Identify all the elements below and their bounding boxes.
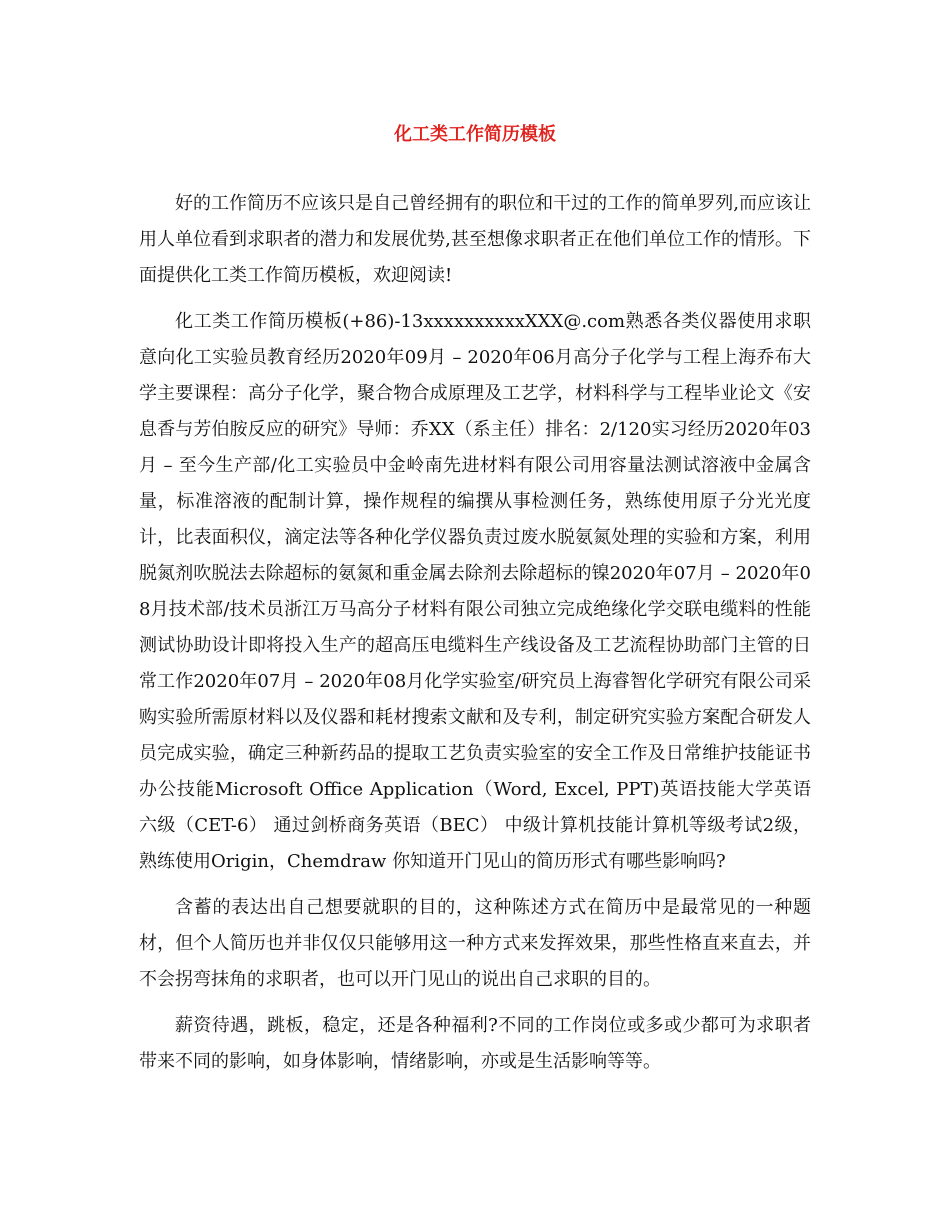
paragraph-intro: 好的工作简历不应该只是自己曾经拥有的职位和干过的工作的简单罗列,而应该让用人单位看到求职者的潜力和发展优势,甚至想像求职者正在他们单位工作的情形。下面提供化工类工作简历模板，欢迎阅读! (139, 193, 811, 286)
paragraph-implicit-expression: 含蓄的表达出自己想要就职的目的，这种陈述方式在简历中是最常见的一种题材，但个人简历也并非仅仅只能够用这一种方式来发挥效果，那些性格直来直去，并不会拐弯抹角的求职者，也可以开门见山的说出自己求职的目的。 (139, 897, 811, 990)
document-body (139, 186, 811, 1090)
paragraph-resume-template: 化工类工作简历模板(+86)-13xxxxxxxxxxXXX@.com熟悉各类仪器使用求职意向化工实验员教育经历2020年09月 – 2020年06月高分子化学与工程上海乔布大学主要课程：高分子化学，聚合物合成原理及工艺学，材料科学与工程毕业论文《安息香与芳伯胺反应的研究》导师：乔XX（系主任）排名：2/120实习经历2020年03月 – 至今生产部/化工实验员中金岭南先进材料有限公司用容量法测试溶液中金属含量，标准溶液的配制计算，操作规程的编撰从事检测任务，熟练使用原子分光光度计，比表面积仪，滴定法等各种化学仪器负责过废水脱氨氮处理的实验和方案，利用脱氮剂吹脱法去除超标的氨氮和重金属去除剂去除超标的镍2020年07月 – 2020年08月技术部/技术员浙江万马高分子材料有限公司独立完成绝缘化学交联电缆料的性能测试协助设计即将投入生产的超高压电缆料生产线设备及工艺流程协助部门主管的日常工作2020年07月 – 2020年08月化学实验室/研究员上海睿智化学研究有限公司采购实验所需原材料以及仪器和耗材搜索文献和及专利，制定研究实验方案配合研发人员完成实验，确定三种新药品的提取工艺负责实验室的安全工作及日常维护技能证书办公技能Microsoft Office Application（Word, Excel, PPT)英语技能大学英语六级（CET-6） 通过剑桥商务英语（BEC） 中级计算机技能计算机等级考试2级，熟练使用Origin，Chemdraw 你知道开门见山的简历形式有哪些影响吗? (139, 311, 811, 872)
paragraph-salary-benefits: 薪资待遇，跳板，稳定，还是各种福利?不同的工作岗位或多或少都可为求职者带来不同的影响，如身体影响，情绪影响，亦或是生活影响等等。 (139, 1015, 811, 1072)
document-title: 化工类工作简历模板 (394, 124, 556, 145)
